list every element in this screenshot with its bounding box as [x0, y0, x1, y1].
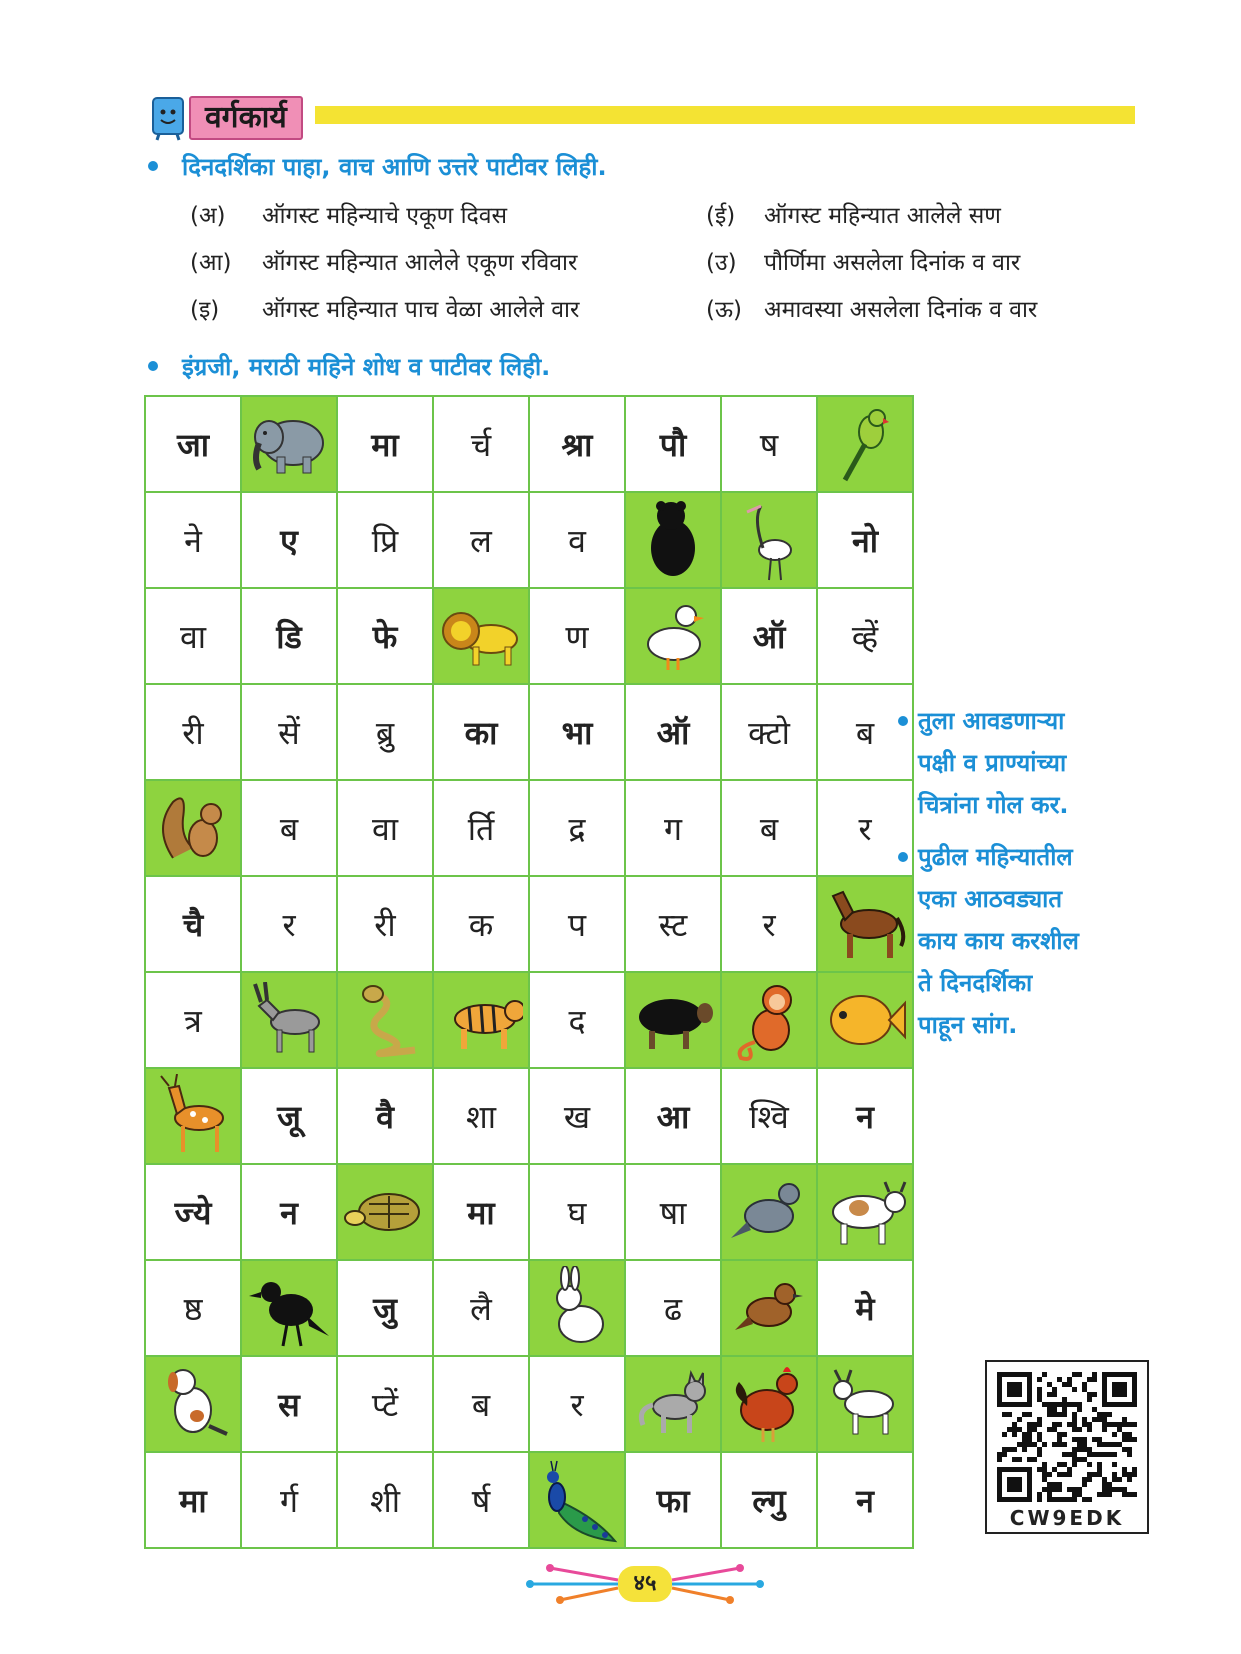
grid-row: [145, 396, 913, 492]
grid-row: [145, 1260, 913, 1356]
grid-row: [145, 972, 913, 1068]
page-number: ४५: [618, 1566, 672, 1602]
letter-cell[interactable]: श्रा: [529, 396, 625, 492]
letter-cell[interactable]: र: [721, 876, 817, 972]
letter-cell[interactable]: र्ष: [433, 1452, 529, 1548]
animal-cell-horse[interactable]: [817, 876, 913, 972]
bullet-icon: [148, 161, 158, 171]
letter-cell[interactable]: व्हें: [817, 588, 913, 684]
letter-cell[interactable]: स: [241, 1356, 337, 1452]
letter-cell[interactable]: र: [241, 876, 337, 972]
letter-cell[interactable]: लै: [433, 1260, 529, 1356]
hen-icon: [722, 1362, 816, 1446]
animal-cell-elephant[interactable]: [241, 396, 337, 492]
qr-code[interactable]: [985, 1360, 1149, 1534]
animal-cell-monkey[interactable]: [721, 972, 817, 1068]
lion-icon: [434, 601, 528, 671]
letter-cell[interactable]: ब: [433, 1356, 529, 1452]
squirrel-icon: [146, 788, 240, 868]
letter-cell[interactable]: ष्ठ: [145, 1260, 241, 1356]
word-search-grid: [144, 395, 914, 1549]
letter-cell[interactable]: स्ट: [625, 876, 721, 972]
letter-cell[interactable]: जू: [241, 1068, 337, 1164]
grid-row: [145, 684, 913, 780]
animal-cell-peacock[interactable]: [529, 1452, 625, 1548]
header-yellow-bar: [315, 106, 1135, 124]
animal-cell-hen[interactable]: [721, 1356, 817, 1452]
letter-cell[interactable]: शी: [337, 1452, 433, 1548]
letter-cell[interactable]: त्र: [145, 972, 241, 1068]
letter-cell[interactable]: पौ: [625, 396, 721, 492]
grid-row: [145, 1068, 913, 1164]
tortoise-icon: [338, 1182, 432, 1242]
letter-cell[interactable]: र्ति: [433, 780, 529, 876]
letter-cell[interactable]: प्रि: [337, 492, 433, 588]
letter-cell[interactable]: ने: [145, 492, 241, 588]
animal-cell-donkey[interactable]: [241, 972, 337, 1068]
letter-cell[interactable]: शा: [433, 1068, 529, 1164]
grid-row: [145, 876, 913, 972]
letter-cell[interactable]: वै: [337, 1068, 433, 1164]
animal-cell-cow[interactable]: [817, 1164, 913, 1260]
animal-cell-crow[interactable]: [241, 1260, 337, 1356]
donkey-icon: [242, 982, 336, 1058]
letter-cell[interactable]: सें: [241, 684, 337, 780]
letter-cell[interactable]: र्च: [433, 396, 529, 492]
letter-cell[interactable]: ऑ: [721, 588, 817, 684]
grid-row: [145, 492, 913, 588]
letter-cell[interactable]: द: [529, 972, 625, 1068]
letter-cell[interactable]: ऑ: [625, 684, 721, 780]
letter-cell[interactable]: ख: [529, 1068, 625, 1164]
letter-cell[interactable]: मा: [433, 1164, 529, 1260]
letter-cell[interactable]: जा: [145, 396, 241, 492]
parrot-icon: [818, 404, 912, 484]
elephant-icon: [242, 409, 336, 479]
pigeon-icon: [722, 1172, 816, 1252]
letter-cell[interactable]: वा: [145, 588, 241, 684]
letter-cell[interactable]: व: [529, 492, 625, 588]
letter-cell[interactable]: र: [817, 780, 913, 876]
crow-icon: [242, 1266, 336, 1350]
letter-cell[interactable]: ब: [721, 780, 817, 876]
grid-row: [145, 780, 913, 876]
letter-cell[interactable]: आ: [625, 1068, 721, 1164]
fish-icon: [818, 985, 912, 1055]
sparrow-icon: [722, 1270, 816, 1346]
peacock-icon: [530, 1457, 624, 1543]
letter-cell[interactable]: मे: [817, 1260, 913, 1356]
cat-icon: [626, 1369, 720, 1439]
letter-cell[interactable]: चै: [145, 876, 241, 972]
duck-icon: [626, 598, 720, 674]
section-title: वर्गकार्य: [189, 96, 303, 140]
letter-cell[interactable]: मा: [145, 1452, 241, 1548]
letter-cell[interactable]: का: [433, 684, 529, 780]
letter-cell[interactable]: षा: [625, 1164, 721, 1260]
letter-cell[interactable]: नो: [817, 492, 913, 588]
animal-cell-snake[interactable]: [337, 972, 433, 1068]
side-task-2: पुढील महिन्यातील एका आठवड्यात काय काय करशील ते दिनदर्शिका पाहून सांग.: [918, 836, 1079, 1046]
animal-cell-parrot[interactable]: [817, 396, 913, 492]
letter-cell[interactable]: श्वि: [721, 1068, 817, 1164]
grid-row: [145, 1452, 913, 1548]
letter-cell[interactable]: न: [241, 1164, 337, 1260]
animal-cell-lion[interactable]: [433, 588, 529, 684]
animal-cell-bear[interactable]: [625, 492, 721, 588]
question-item: (अ) ऑगस्ट महिन्याचे एकूण दिवस: [190, 203, 508, 229]
animal-cell-deer[interactable]: [145, 1068, 241, 1164]
animal-cell-sparrow[interactable]: [721, 1260, 817, 1356]
letter-cell[interactable]: ढ: [625, 1260, 721, 1356]
letter-cell[interactable]: मा: [337, 396, 433, 492]
question-item: (ऊ) अमावस्या असलेला दिनांक व वार: [706, 297, 1038, 323]
letter-cell[interactable]: द्र: [529, 780, 625, 876]
letter-cell[interactable]: र: [529, 1356, 625, 1452]
letter-cell[interactable]: ब: [817, 684, 913, 780]
question-item: (ई) ऑगस्ट महिन्यात आलेले सण: [706, 203, 1001, 229]
letter-cell[interactable]: भा: [529, 684, 625, 780]
deer-icon: [146, 1074, 240, 1158]
animal-cell-goat[interactable]: [817, 1356, 913, 1452]
question-item: (आ) ऑगस्ट महिन्यात आलेले एकूण रविवार: [190, 250, 578, 276]
question-item: (उ) पौर्णिमा असलेला दिनांक व वार: [706, 250, 1021, 276]
letter-cell[interactable]: ग: [625, 780, 721, 876]
letter-cell[interactable]: फे: [337, 588, 433, 684]
letter-cell[interactable]: री: [337, 876, 433, 972]
animal-cell-fish[interactable]: [817, 972, 913, 1068]
grid-row: [145, 1164, 913, 1260]
qr-caption: CW9EDK: [1009, 1506, 1125, 1530]
letter-cell[interactable]: ण: [529, 588, 625, 684]
letter-cell[interactable]: ल: [433, 492, 529, 588]
letter-cell[interactable]: डि: [241, 588, 337, 684]
animal-cell-duck[interactable]: [625, 588, 721, 684]
question-2: [148, 350, 550, 383]
letter-cell[interactable]: ल्गु: [721, 1452, 817, 1548]
letter-cell[interactable]: प्टें: [337, 1356, 433, 1452]
letter-cell[interactable]: ष: [721, 396, 817, 492]
animal-cell-dog[interactable]: [145, 1356, 241, 1452]
animal-cell-crane[interactable]: [721, 492, 817, 588]
crane-icon: [722, 498, 816, 582]
letter-cell[interactable]: ब्रु: [337, 684, 433, 780]
animal-cell-sheep[interactable]: [625, 972, 721, 1068]
horse-icon: [818, 884, 912, 964]
letter-cell[interactable]: प: [529, 876, 625, 972]
monkey-icon: [722, 978, 816, 1062]
snake-icon: [338, 980, 432, 1060]
grid-row: [145, 1356, 913, 1452]
letter-cell[interactable]: क: [433, 876, 529, 972]
animal-cell-tortoise[interactable]: [337, 1164, 433, 1260]
qr-code-icon: [997, 1372, 1137, 1502]
bullet-icon: [898, 852, 908, 862]
letter-cell[interactable]: न: [817, 1452, 913, 1548]
question-item: (इ) ऑगस्ट महिन्यात पाच वेळा आलेले वार: [190, 297, 580, 323]
side-task-1: तुला आवडणाऱ्या पक्षी व प्राण्यांच्या चित्रांना गोल कर.: [918, 700, 1069, 826]
letter-cell[interactable]: ब: [241, 780, 337, 876]
letter-cell[interactable]: घ: [529, 1164, 625, 1260]
letter-cell[interactable]: फा: [625, 1452, 721, 1548]
letter-cell[interactable]: क्टो: [721, 684, 817, 780]
question-1: [148, 150, 607, 183]
letter-cell[interactable]: जु: [337, 1260, 433, 1356]
letter-cell[interactable]: र्ग: [241, 1452, 337, 1548]
letter-cell[interactable]: न: [817, 1068, 913, 1164]
bear-icon: [626, 498, 720, 582]
animal-cell-cat[interactable]: [625, 1356, 721, 1452]
rabbit-icon: [530, 1266, 624, 1350]
animal-cell-tiger[interactable]: [433, 972, 529, 1068]
grid-row: [145, 588, 913, 684]
tiger-icon: [434, 987, 528, 1053]
page-number-ornament: [520, 1560, 770, 1608]
goat-icon: [818, 1368, 912, 1440]
animal-cell-squirrel[interactable]: [145, 780, 241, 876]
sheep-icon: [626, 987, 720, 1053]
bullet-icon: [148, 361, 158, 371]
section-header: [145, 92, 1145, 142]
letter-cell[interactable]: ज्ये: [145, 1164, 241, 1260]
cow-icon: [818, 1176, 912, 1248]
letter-cell[interactable]: ए: [241, 492, 337, 588]
letter-cell[interactable]: री: [145, 684, 241, 780]
animal-cell-rabbit[interactable]: [529, 1260, 625, 1356]
question-2-text: इंग्रजी, मराठी महिने शोध व पाटीवर लिही.: [182, 353, 551, 381]
animal-cell-pigeon[interactable]: [721, 1164, 817, 1260]
letter-cell[interactable]: वा: [337, 780, 433, 876]
dog-icon: [146, 1362, 240, 1446]
book-mascot-icon: [145, 92, 195, 142]
question-1-text: दिनदर्शिका पाहा, वाच आणि उत्तरे पाटीवर लिही.: [182, 153, 607, 181]
bullet-icon: [898, 716, 908, 726]
